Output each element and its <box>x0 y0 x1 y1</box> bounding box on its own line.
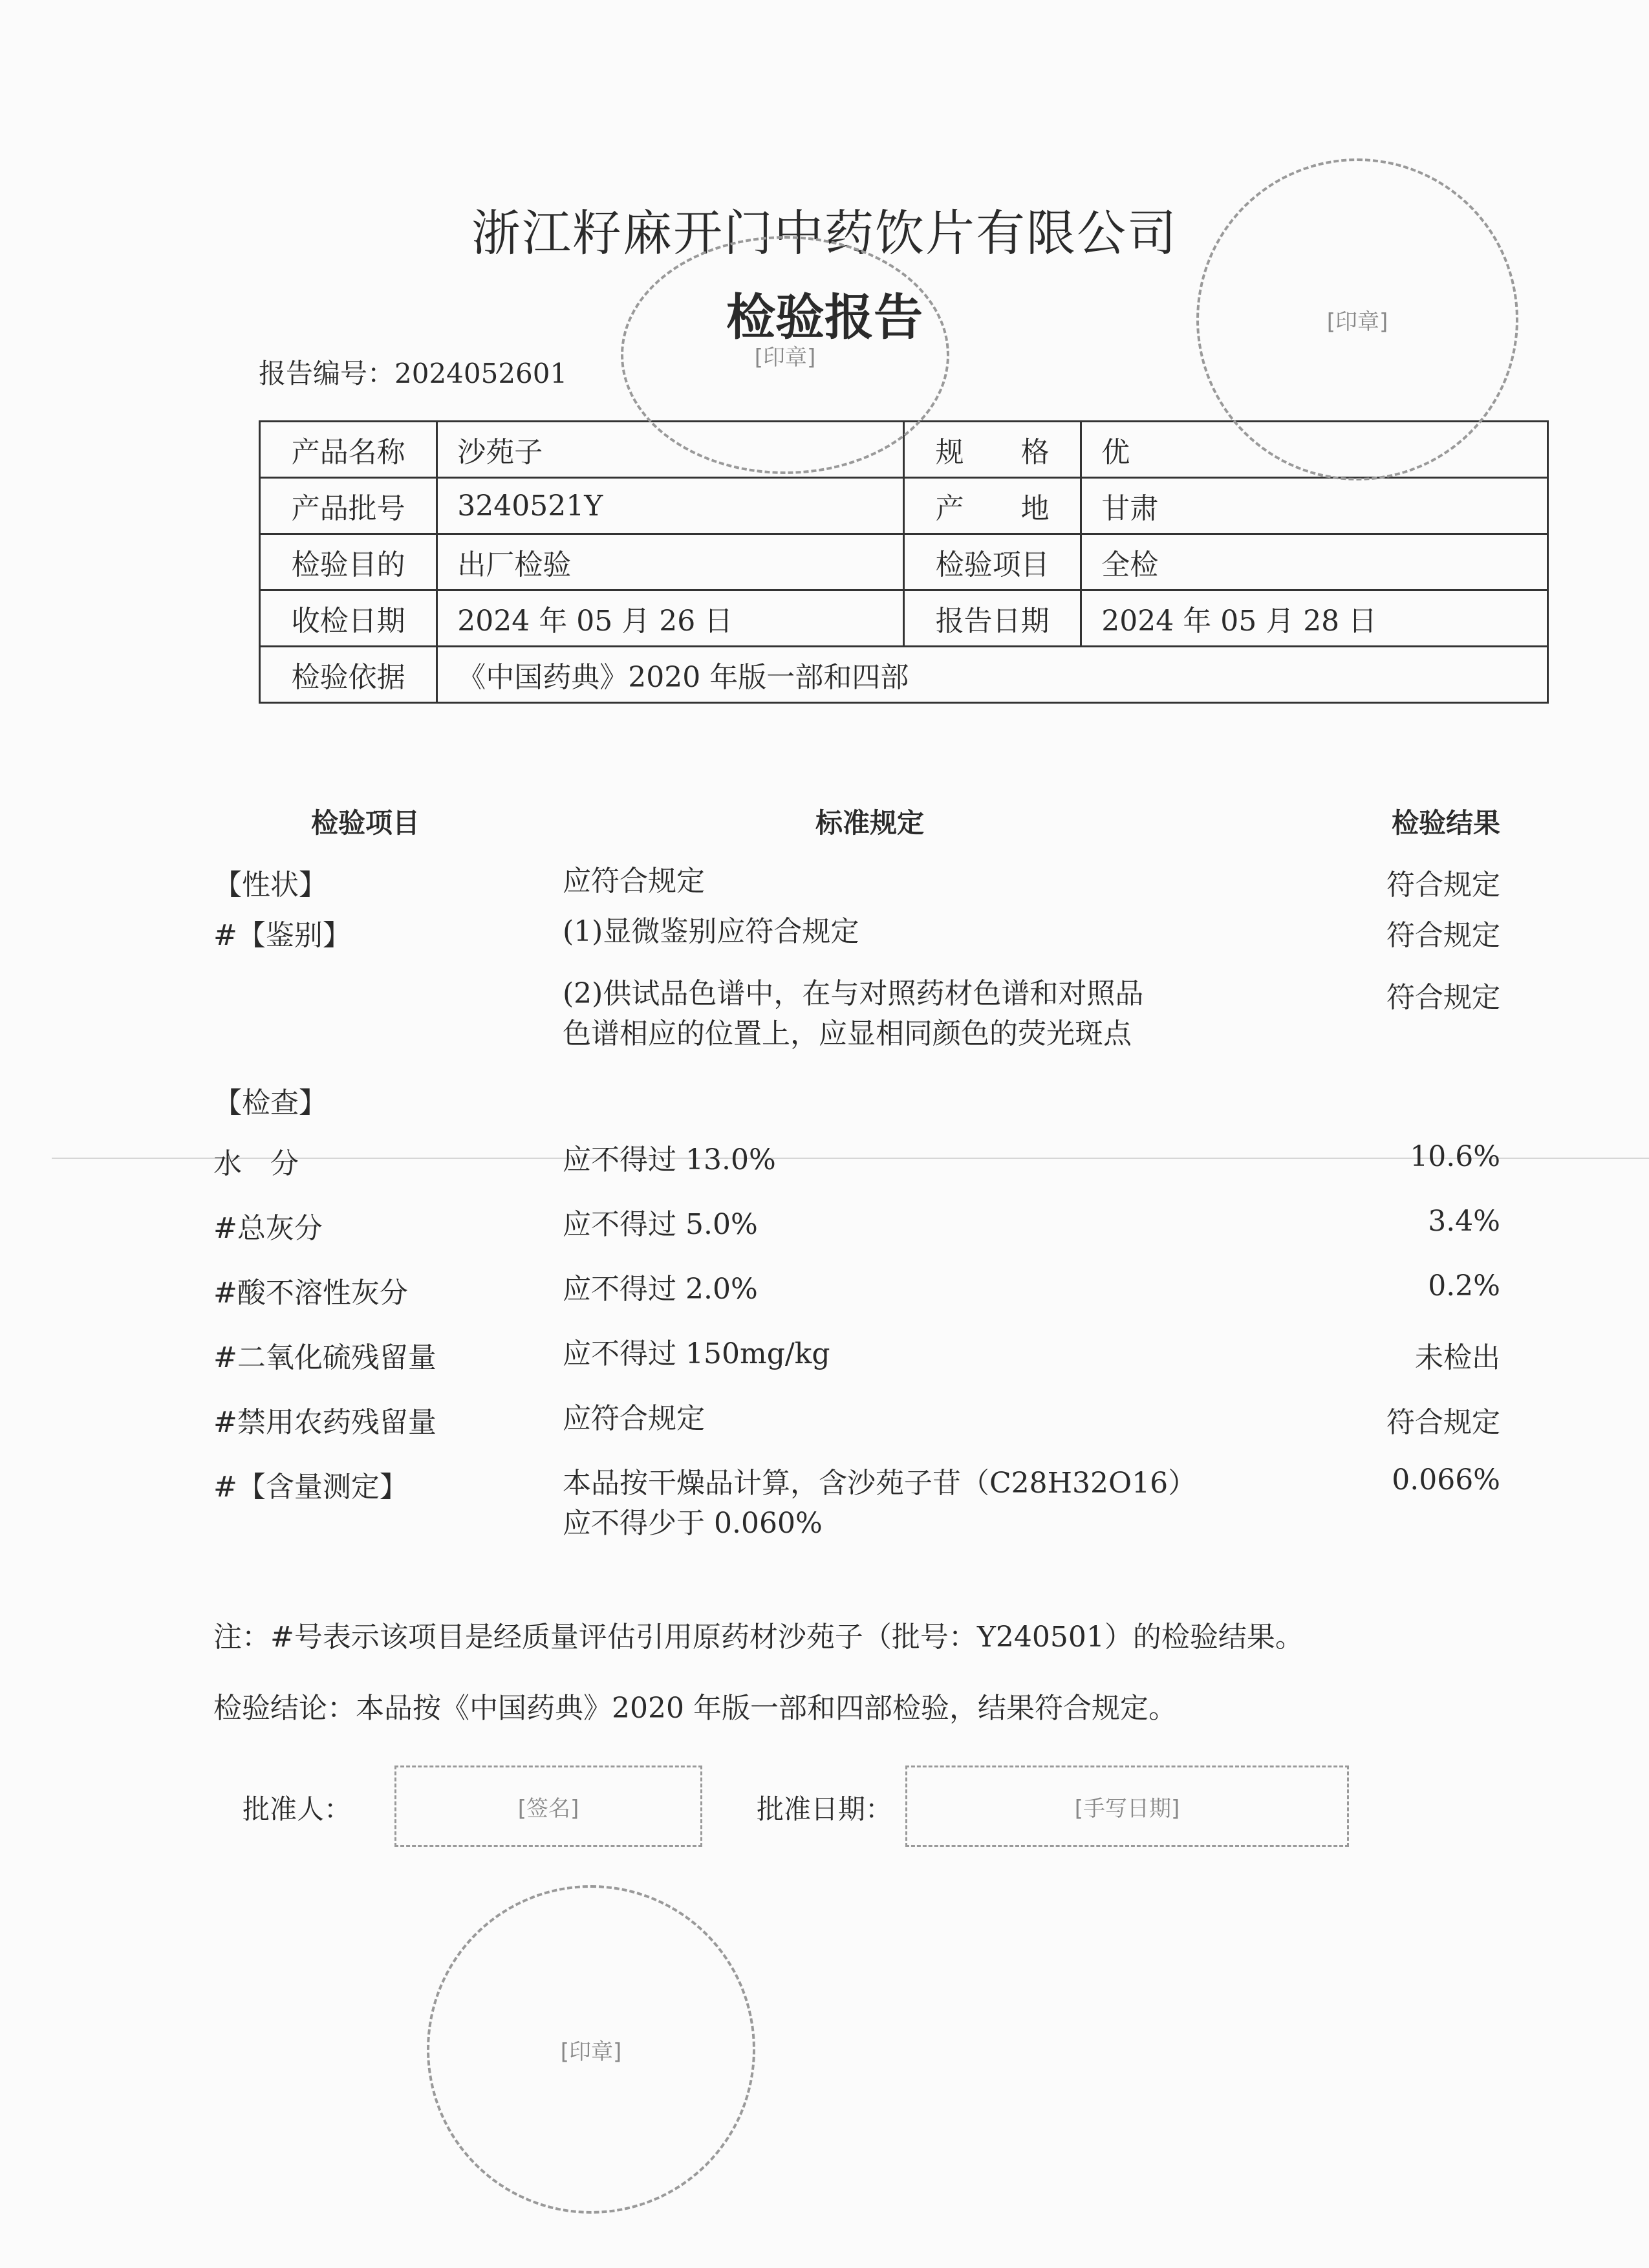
table-row <box>260 647 1548 703</box>
standard-text: (2)供试品色谱中，在与对照药材色谱和对照品色谱相应的位置上，应显相同颜色的荧光斑点 <box>563 977 1144 1050</box>
item-name: #酸不溶性灰分 <box>213 1277 408 1310</box>
table-row <box>260 534 1548 590</box>
seal-placeholder-company: [印章] <box>1196 158 1518 481</box>
result-value: 0.2% <box>1428 1269 1500 1303</box>
table-cell: 报告日期 <box>903 590 1081 647</box>
result-row <box>213 1334 1500 1376</box>
table-cell: 收检日期 <box>260 590 437 647</box>
item-name: 水 分 <box>213 1147 299 1181</box>
result-row <box>213 1269 1500 1311</box>
standard-text: 应不得过 150mg/kg <box>563 1337 830 1371</box>
result-value: 10.6% <box>1410 1140 1500 1174</box>
item-name: #二氧化硫残留量 <box>213 1341 436 1375</box>
standard-text: 应符合规定 <box>563 1402 705 1436</box>
item-name: #【含量测定】 <box>213 1471 408 1504</box>
table-cell: 3240521Y <box>437 478 904 534</box>
results-header <box>213 802 1500 841</box>
result-value: 0.066% <box>1392 1463 1500 1497</box>
table-cell: 沙苑子 <box>437 422 904 478</box>
result-row <box>213 861 1500 903</box>
item-name: 【性状】 <box>213 869 327 902</box>
result-value: 符合规定 <box>1386 981 1500 1014</box>
approver-label: 批准人： <box>242 1793 352 1825</box>
company-name: 浙江籽麻开门中药饮片有限公司 <box>471 204 1178 262</box>
handwritten-date-placeholder: [手写日期] <box>905 1766 1349 1847</box>
basis-value: 《中国药典》2020 年版一部和四部 <box>437 647 1548 703</box>
result-row <box>213 974 1500 1053</box>
table-row <box>260 478 1548 534</box>
table-cell: 检验项目 <box>903 534 1081 590</box>
result-value: 符合规定 <box>1386 919 1500 952</box>
standard-text: 应不得过 13.0% <box>563 1143 776 1177</box>
conclusion: 检验结论：本品按《中国药典》2020 年版一部和四部检验，结果符合规定。 <box>213 1692 1177 1725</box>
results-section <box>213 802 1500 1543</box>
table-cell: 优 <box>1081 422 1548 478</box>
table-cell: 2024 年 05 月 26 日 <box>437 590 904 647</box>
result-value: 未检出 <box>1415 1341 1500 1375</box>
approve-date-label: 批准日期： <box>757 1793 893 1825</box>
result-row <box>213 1463 1500 1543</box>
seal-placeholder-quality-inspection: [印章] <box>621 236 949 474</box>
standard-text: 应符合规定 <box>563 865 705 898</box>
footnote: 注：#号表示该项目是经质量评估引用原药材沙苑子（批号：Y240501）的检验结果。 <box>213 1621 1304 1654</box>
table-cell: 出厂检验 <box>437 534 904 590</box>
basis-label: 检验依据 <box>260 647 437 703</box>
result-row <box>213 1399 1500 1440</box>
table-cell: 甘肃 <box>1081 478 1548 534</box>
standard-text: 应不得过 5.0% <box>563 1208 758 1242</box>
signature-placeholder: [签名] <box>394 1766 702 1847</box>
result-row <box>213 1140 1500 1182</box>
result-value: 3.4% <box>1428 1205 1500 1238</box>
result-row <box>213 1205 1500 1246</box>
result-row <box>213 1079 1500 1121</box>
standard-text: 本品按干燥品计算，含沙苑子苷（C28H32O16）应不得少于 0.060% <box>563 1467 1183 1540</box>
header-standard: 标准规定 <box>815 807 924 839</box>
report-number: 报告编号：2024052601 <box>259 358 568 389</box>
seal-placeholder-quality-management: [印章] <box>427 1885 755 2214</box>
item-name: #禁用农药残留量 <box>213 1406 436 1440</box>
table-cell: 2024 年 05 月 28 日 <box>1081 590 1548 647</box>
table-cell: 检验目的 <box>260 534 437 590</box>
standard-text: (1)显微鉴别应符合规定 <box>563 915 859 948</box>
header-result: 检验结果 <box>1391 807 1500 839</box>
table-row <box>260 590 1548 647</box>
section-label: 【检查】 <box>213 1086 327 1120</box>
result-value: 符合规定 <box>1386 869 1500 902</box>
result-row <box>213 912 1500 953</box>
header-item: 检验项目 <box>310 807 420 839</box>
table-cell: 产 地 <box>903 478 1081 534</box>
table-cell: 产品名称 <box>260 422 437 478</box>
table-cell: 规 格 <box>903 422 1081 478</box>
table-cell: 全检 <box>1081 534 1548 590</box>
item-name: #总灰分 <box>213 1212 323 1246</box>
table-cell: 产品批号 <box>260 478 437 534</box>
result-value: 符合规定 <box>1386 1406 1500 1440</box>
item-name: #【鉴别】 <box>213 919 351 952</box>
report-title: 检验报告 <box>726 288 923 346</box>
standard-text: 应不得过 2.0% <box>563 1273 758 1306</box>
